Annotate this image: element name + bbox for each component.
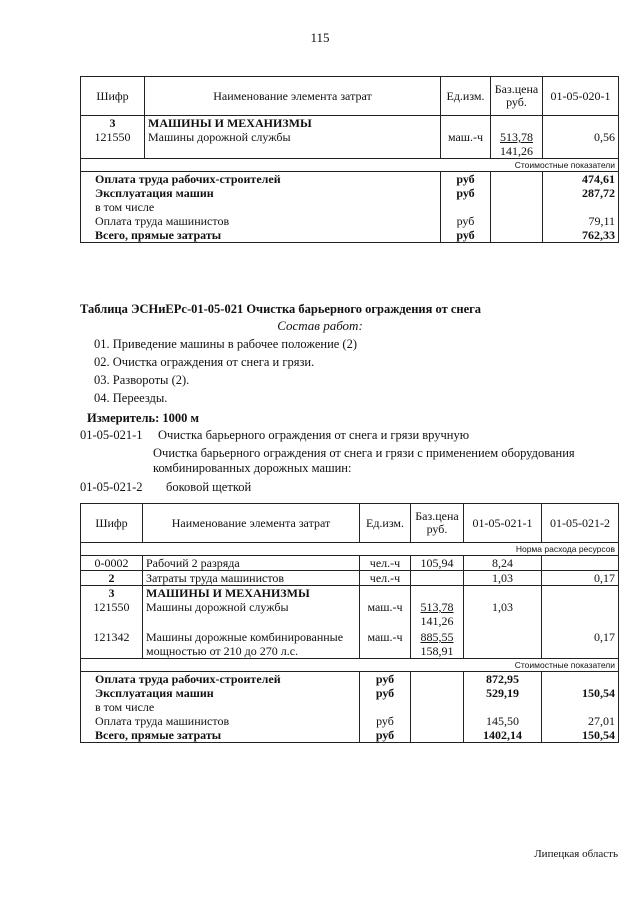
total-value-1: 1402,14 [464,728,542,743]
footer-region: Липецкая область [534,848,618,860]
total-row [81,228,619,243]
resource-norm-value-1: 1,03 [464,600,542,628]
resource-norm-value-2: 0,17 [542,571,619,586]
resource-name: Машины дорожной службы [143,600,360,628]
total-value: 762,33 [543,228,619,243]
norm-consumption-label: Норма расхода ресурсов [81,543,619,556]
resource-name [143,628,360,659]
total-row [81,714,619,728]
resource-name: Затраты труда машинистов [143,571,360,586]
column-header-name: Наименование элемента затрат [145,77,441,116]
total-unit: руб [360,728,411,743]
column-header-base-price: Баз.цена руб. [411,504,464,543]
cost-table-2 [80,503,619,743]
total-unit: руб [360,672,411,687]
column-header-code: Шифр [81,504,143,543]
group-name: МАШИНЫ И МЕХАНИЗМЫ [143,586,360,601]
table-row [81,600,619,628]
resource-norm-value-1: 8,24 [464,556,542,571]
resource-code: 121550 [81,600,143,628]
total-row [81,200,619,214]
total-value-2: 27,01 [542,714,619,728]
column-header-norm-2: 01-05-021-2 [542,504,619,543]
norm-group-description: Очистка барьерного ограждения от снега и грязи с применением оборудования [153,446,575,460]
total-name: Эксплуатация машин [81,686,360,700]
total-value: 287,72 [543,186,619,200]
resource-code: 2 [81,571,143,586]
total-row [81,686,619,700]
section-title: Таблица ЭСНиЕРс-01-05-021 Очистка барьерного ограждения от снега [80,302,482,316]
resource-norm-value-2 [542,600,619,628]
total-name: Эксплуатация машин [81,186,441,200]
total-row [81,728,619,743]
table-header-row [81,504,619,543]
total-value-1: 872,95 [464,672,542,687]
measurement-unit: Измеритель: 1000 м [87,411,200,425]
column-header-name: Наименование элемента затрат [143,504,360,543]
group-code: 3 [81,586,143,601]
total-name: Оплата труда машинистов [81,714,360,728]
resource-price [411,600,464,628]
total-value-2: 150,54 [542,686,619,700]
resource-name-line: Машины дорожные комбинированные [146,630,344,644]
total-value-1: 529,19 [464,686,542,700]
resource-name-line: мощностью от 210 до 270 л.с. [146,644,299,658]
table-row [81,130,619,159]
column-header-unit: Ед.изм. [360,504,411,543]
total-name: Оплата труда рабочих-строителей [81,672,360,687]
table-row [81,628,619,659]
resource-price: 105,94 [411,556,464,571]
works-title: Состав работ: [277,318,363,333]
total-row [81,700,619,714]
price-value: 513,78 [500,130,533,144]
cost-indicators-label: Стоимостные показатели [81,659,619,672]
column-header-norm-1: 01-05-021-1 [464,504,542,543]
page-number: 115 [310,30,330,45]
total-row [81,172,619,187]
resource-price [491,130,543,159]
price-value: 513,78 [420,600,454,614]
price-wage-value: 141,26 [500,144,533,158]
total-unit: руб [441,228,491,243]
resource-unit: маш.-ч [441,130,491,159]
norm-code: 01-05-021-2 [80,480,143,494]
table-header-row [81,77,619,116]
cost-indicators-label: Стоимостные показатели [81,159,619,172]
resource-name: Рабочий 2 разряда [143,556,360,571]
resource-norm-value-1 [464,628,542,659]
total-value: 79,11 [543,214,619,228]
total-name: Оплата труда рабочих-строителей [81,172,441,187]
resource-norm-value-1: 1,03 [464,571,542,586]
total-value-2: 150,54 [542,728,619,743]
resource-code: 121550 [81,130,145,159]
norm-description: боковой щеткой [166,480,252,494]
norm-description: Очистка барьерного ограждения от снега и грязи вручную [158,428,470,442]
total-row [81,214,619,228]
work-item: 02. Очистка ограждения от снега и грязи. [94,355,315,369]
price-wage-value: 141,26 [420,614,454,628]
resource-name: Машины дорожной службы [145,130,441,159]
table-row [81,556,619,571]
total-unit: руб [360,714,411,728]
price-value: 885,55 [420,630,454,644]
resource-unit: маш.-ч [360,628,411,659]
resource-price [411,628,464,659]
resource-norm-value-2 [542,556,619,571]
total-name: в том числе [81,200,441,214]
total-name: Всего, прямые затраты [81,728,360,743]
work-item: 04. Переезды. [94,391,168,405]
resource-code: 0-0002 [81,556,143,571]
resource-unit: чел.-ч [360,556,411,571]
table-group-row [81,116,619,131]
total-value-1: 145,50 [464,714,542,728]
resource-price [411,571,464,586]
resource-norm-value: 0,56 [543,130,619,159]
group-name: МАШИНЫ И МЕХАНИЗМЫ [145,116,441,131]
total-unit: руб [441,214,491,228]
resource-code: 121342 [81,628,143,659]
resource-unit: маш.-ч [360,600,411,628]
column-header-base-price: Баз.цена руб. [491,77,543,116]
group-code: 3 [81,116,145,131]
norm-group-description: комбинированных дорожных машин: [153,461,352,475]
norm-code: 01-05-021-1 [80,428,143,442]
total-value: 474,61 [543,172,619,187]
column-header-unit: Ед.изм. [441,77,491,116]
total-name: в том числе [81,700,360,714]
work-item: 03. Развороты (2). [94,373,190,387]
cost-table-1 [80,76,619,243]
resource-unit: чел.-ч [360,571,411,586]
column-header-code: Шифр [81,77,145,116]
price-wage-value: 158,91 [420,644,454,658]
resource-norm-value-2: 0,17 [542,628,619,659]
column-header-norm: 01-05-020-1 [543,77,619,116]
total-name: Всего, прямые затраты [81,228,441,243]
total-value-2 [542,672,619,687]
table-group-row [81,586,619,601]
total-row [81,186,619,200]
total-row [81,672,619,687]
total-unit: руб [441,172,491,187]
total-name: Оплата труда машинистов [81,214,441,228]
total-unit: руб [441,186,491,200]
total-unit: руб [360,686,411,700]
table-row [81,571,619,586]
work-item: 01. Приведение машины в рабочее положение (2) [94,337,358,351]
